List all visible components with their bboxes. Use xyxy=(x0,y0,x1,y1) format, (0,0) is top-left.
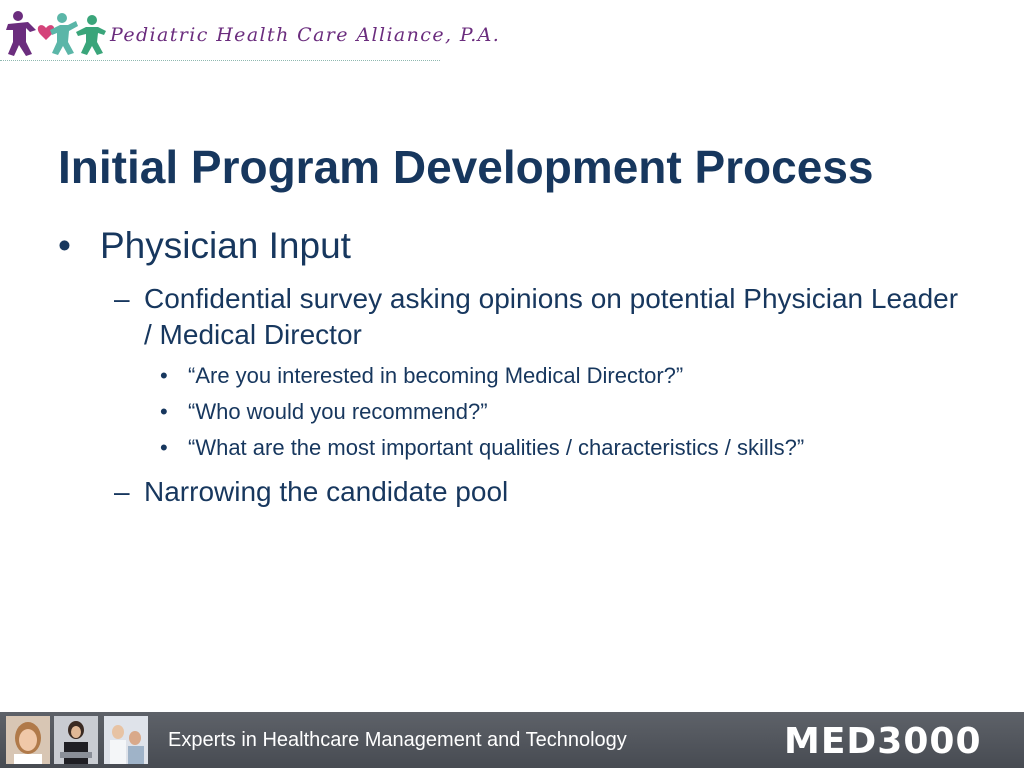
slide-title: Initial Program Development Process xyxy=(58,141,874,193)
footer-tagline: Experts in Healthcare Management and Technology xyxy=(168,729,627,751)
bullet-marker: • xyxy=(160,399,168,424)
question-text: “Who would you recommend?” xyxy=(188,399,488,424)
dash-marker: – xyxy=(114,283,130,314)
footer-bar xyxy=(0,712,1024,768)
question-text: “What are the most important qualities / characteristics / skills?” xyxy=(188,435,805,460)
bullet-marker: • xyxy=(160,363,168,388)
med3000-logo: MED3000 xyxy=(784,721,982,762)
photo-doctor-patient xyxy=(104,716,148,764)
bullet-text: Physician Input xyxy=(100,225,351,266)
bullet-marker: • xyxy=(160,435,168,460)
header-divider xyxy=(0,60,440,61)
logo-children-figures-icon xyxy=(6,8,106,58)
organization-header xyxy=(0,0,501,62)
photo-person-laptop xyxy=(54,716,98,764)
subbullet-text: Narrowing the candidate pool xyxy=(144,476,509,507)
dash-marker: – xyxy=(114,476,130,507)
subbullet-text: Confidential survey asking opinions on potential Physician Leader / Medical Director xyxy=(144,283,959,350)
bullet-marker: • xyxy=(58,225,71,266)
photo-woman-smiling xyxy=(6,716,50,764)
question-text: “Are you interested in becoming Medical Director?” xyxy=(188,363,684,388)
organization-name: Pediatric Health Care Alliance, P.A. xyxy=(110,24,501,46)
